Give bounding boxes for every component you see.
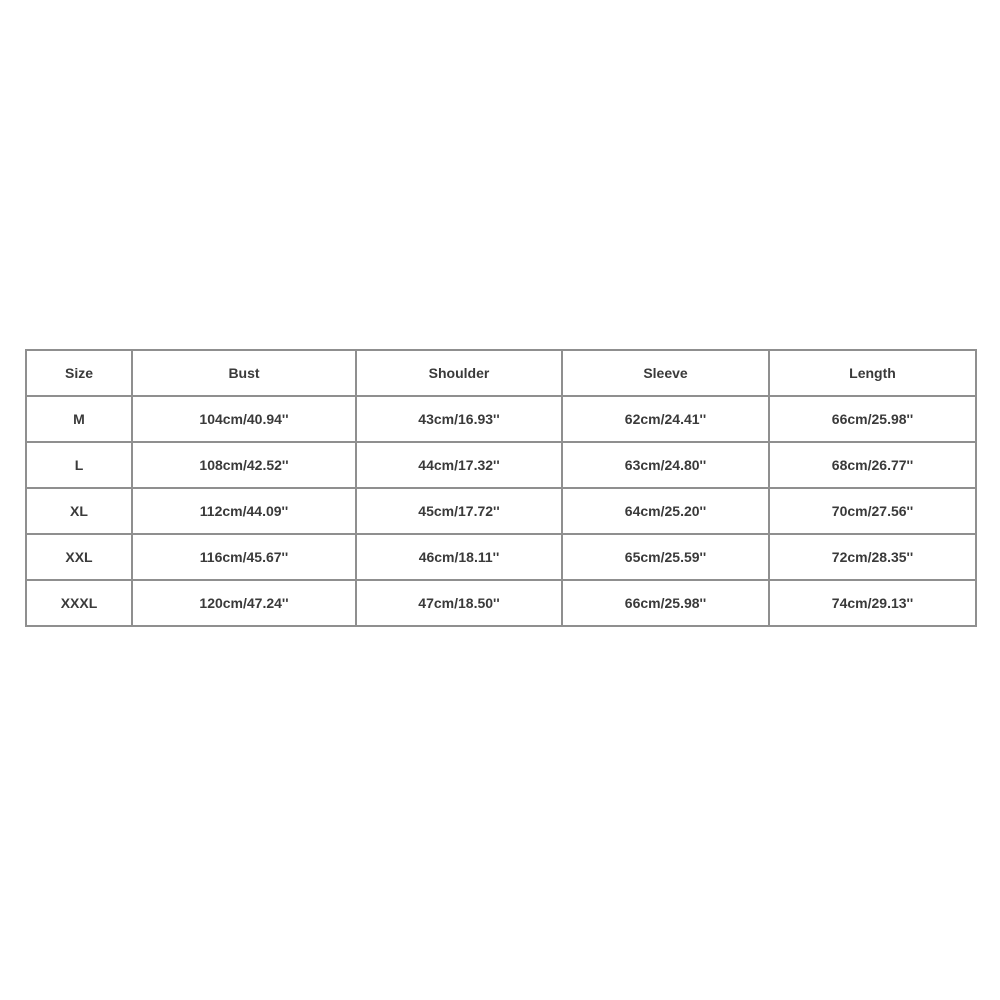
cell-length: 74cm/29.13'': [769, 580, 976, 626]
cell-length: 66cm/25.98'': [769, 396, 976, 442]
table-row: [26, 442, 976, 488]
cell-sleeve: 66cm/25.98'': [562, 580, 769, 626]
cell-size: XL: [26, 488, 132, 534]
cell-sleeve: 65cm/25.59'': [562, 534, 769, 580]
header-sleeve: Sleeve: [562, 350, 769, 396]
cell-length: 72cm/28.35'': [769, 534, 976, 580]
header-shoulder: Shoulder: [356, 350, 562, 396]
size-chart-table: [25, 349, 977, 627]
cell-size: M: [26, 396, 132, 442]
cell-shoulder: 46cm/18.11'': [356, 534, 562, 580]
header-length: Length: [769, 350, 976, 396]
cell-shoulder: 43cm/16.93'': [356, 396, 562, 442]
table-row: [26, 396, 976, 442]
cell-bust: 116cm/45.67'': [132, 534, 356, 580]
cell-length: 68cm/26.77'': [769, 442, 976, 488]
table-row: [26, 580, 976, 626]
cell-length: 70cm/27.56'': [769, 488, 976, 534]
cell-sleeve: 64cm/25.20'': [562, 488, 769, 534]
size-chart-body: [26, 396, 976, 626]
cell-bust: 120cm/47.24'': [132, 580, 356, 626]
cell-size: XXL: [26, 534, 132, 580]
size-chart-header: [26, 350, 976, 396]
table-row: [26, 534, 976, 580]
header-size: Size: [26, 350, 132, 396]
cell-shoulder: 47cm/18.50'': [356, 580, 562, 626]
table-row: [26, 488, 976, 534]
cell-bust: 108cm/42.52'': [132, 442, 356, 488]
cell-size: L: [26, 442, 132, 488]
cell-sleeve: 62cm/24.41'': [562, 396, 769, 442]
cell-shoulder: 45cm/17.72'': [356, 488, 562, 534]
header-row: [26, 350, 976, 396]
header-bust: Bust: [132, 350, 356, 396]
cell-sleeve: 63cm/24.80'': [562, 442, 769, 488]
cell-bust: 104cm/40.94'': [132, 396, 356, 442]
cell-shoulder: 44cm/17.32'': [356, 442, 562, 488]
cell-bust: 112cm/44.09'': [132, 488, 356, 534]
cell-size: XXXL: [26, 580, 132, 626]
